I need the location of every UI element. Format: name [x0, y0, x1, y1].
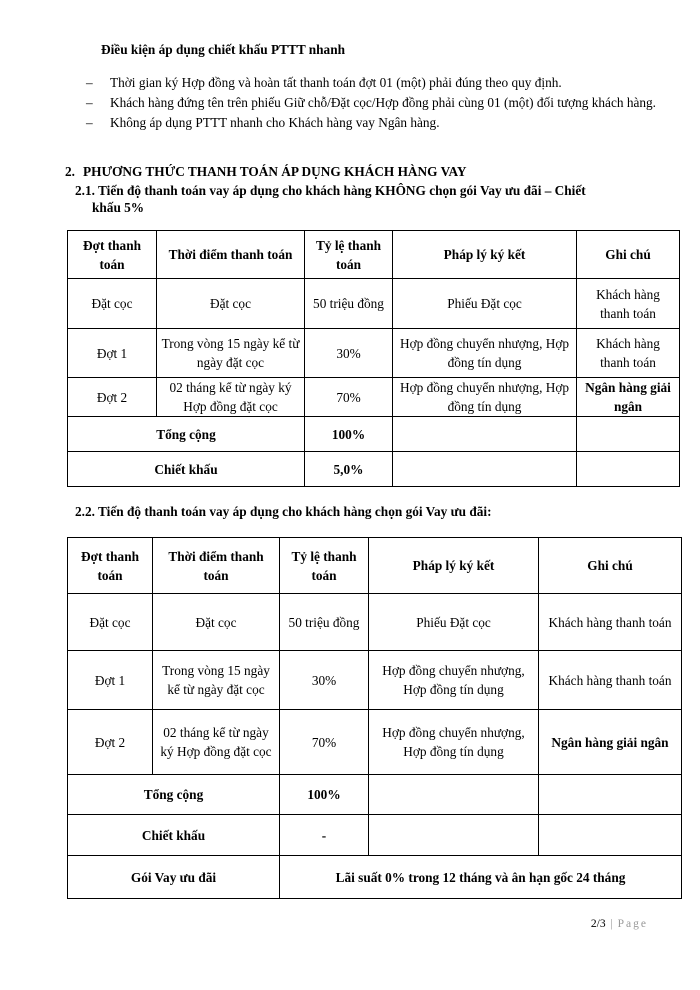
table-cell: Khách hàng thanh toán: [539, 651, 682, 710]
empty-cell: [577, 417, 680, 452]
table-cell: Ngân hàng giải ngân: [577, 378, 680, 417]
header-cell: Thời điểm thanh toán: [153, 538, 280, 594]
empty-cell: [393, 452, 577, 487]
table-row: [68, 594, 682, 651]
section-title: PHƯƠNG THỨC THANH TOÁN ÁP DỤNG KHÁCH HÀNG VAY: [83, 164, 467, 179]
table-header-row: [68, 231, 680, 279]
header-cell: Tỷ lệ thanh toán: [305, 231, 393, 279]
table-cell: Ngân hàng giải ngân: [539, 710, 682, 775]
table-cell: Đặt cọc: [68, 279, 157, 329]
dash-bullet: –: [86, 95, 93, 110]
discount-row: [68, 815, 682, 856]
table-cell: Đặt cọc: [157, 279, 305, 329]
table-cell: Trong vòng 15 ngày kể từ ngày đặt cọc: [153, 651, 280, 710]
table-cell: Hợp đồng chuyển nhượng, Hợp đồng tín dụng: [369, 651, 539, 710]
page-footer: [591, 916, 648, 932]
table-cell: 50 triệu đồng: [280, 594, 369, 651]
total-row: [68, 775, 682, 815]
conditions-list: [86, 73, 666, 133]
table-cell: Khách hàng thanh toán: [577, 329, 680, 378]
discount-row: [68, 452, 680, 487]
dash-bullet: –: [86, 75, 93, 90]
table-cell: Đợt 1: [68, 329, 157, 378]
header-cell: Đợt thanh toán: [68, 538, 153, 594]
table-cell: 50 triệu đồng: [305, 279, 393, 329]
package-value: Lãi suất 0% trong 12 tháng và ân hạn gốc 24 tháng: [280, 856, 682, 899]
section-heading: [65, 163, 466, 182]
discount-value: -: [280, 815, 369, 856]
dash-bullet: –: [86, 115, 93, 130]
footer-separator: |: [610, 918, 613, 930]
table-cell: Trong vòng 15 ngày kể từ ngày đặt cọc: [157, 329, 305, 378]
table-cell: Đợt 1: [68, 651, 153, 710]
total-label: Tổng cộng: [68, 775, 280, 815]
table-cell: 70%: [305, 378, 393, 417]
table-cell: 70%: [280, 710, 369, 775]
table-row: [68, 279, 680, 329]
total-label: Tổng cộng: [68, 417, 305, 452]
table-row: [68, 378, 680, 417]
table-cell: Khách hàng thanh toán: [577, 279, 680, 329]
table-cell: Đặt cọc: [153, 594, 280, 651]
header-cell: Pháp lý ký kết: [393, 231, 577, 279]
table-cell: Đợt 2: [68, 710, 153, 775]
table-cell: 02 tháng kể từ ngày ký Hợp đồng đặt cọc: [157, 378, 305, 417]
page-word: Page: [617, 918, 648, 930]
empty-cell: [539, 775, 682, 815]
table-cell: Hợp đồng chuyển nhượng, Hợp đồng tín dụng: [393, 329, 577, 378]
page-number: 2/3: [590, 918, 606, 930]
discount-label: Chiết khấu: [68, 815, 280, 856]
header-cell: Thời điểm thanh toán: [157, 231, 305, 279]
section-number: 2.: [65, 164, 75, 179]
table-cell: Phiếu Đặt cọc: [393, 279, 577, 329]
package-label: Gói Vay ưu đãi: [68, 856, 280, 899]
table-cell: Đợt 2: [68, 378, 157, 417]
table-cell: 30%: [280, 651, 369, 710]
empty-cell: [369, 775, 539, 815]
list-item: – Khách hàng đứng tên trên phiếu Giữ chỗ/Đặt cọc/Hợp đồng phải cùng 01 (một) đối tượng khách hàng.: [86, 95, 657, 110]
header-cell: Ghi chú: [577, 231, 680, 279]
list-item: – Thời gian ký Hợp đồng và hoàn tất thanh toán đợt 01 (một) phải đúng theo quy định.: [86, 75, 562, 90]
table-row: [68, 651, 682, 710]
table-cell: Khách hàng thanh toán: [539, 594, 682, 651]
payment-table-standard: [67, 230, 680, 487]
conditions-title: Điều kiện áp dụng chiết khấu PTTT nhanh: [101, 42, 345, 57]
header-cell: Tỷ lệ thanh toán: [280, 538, 369, 594]
table-cell: Đặt cọc: [68, 594, 153, 651]
empty-cell: [577, 452, 680, 487]
discount-value: 5,0%: [305, 452, 393, 487]
subsection-2-1-heading: 2.1. Tiến độ thanh toán vay áp dụng cho khách hàng KHÔNG chọn gói Vay ưu đãi – Chiết khấu 5%: [75, 183, 586, 215]
total-value: 100%: [305, 417, 393, 452]
package-row: [68, 856, 682, 899]
empty-cell: [393, 417, 577, 452]
list-item: – Không áp dụng PTTT nhanh cho Khách hàng vay Ngân hàng.: [86, 115, 440, 130]
table-cell: 30%: [305, 329, 393, 378]
table-cell: Hợp đồng chuyển nhượng, Hợp đồng tín dụng: [369, 710, 539, 775]
discount-label: Chiết khấu: [68, 452, 305, 487]
table-cell: Phiếu Đặt cọc: [369, 594, 539, 651]
table-cell: Hợp đồng chuyển nhượng, Hợp đồng tín dụng: [393, 378, 577, 417]
total-row: [68, 417, 680, 452]
header-cell: Ghi chú: [539, 538, 682, 594]
table-cell: 02 tháng kể từ ngày ký Hợp đồng đặt cọc: [153, 710, 280, 775]
payment-table-preferential: [67, 537, 682, 899]
header-cell: Đợt thanh toán: [68, 231, 157, 279]
empty-cell: [369, 815, 539, 856]
header-cell: Pháp lý ký kết: [369, 538, 539, 594]
table-row: [68, 710, 682, 775]
table-header-row: [68, 538, 682, 594]
table-row: [68, 329, 680, 378]
subsection-2-2-heading: 2.2. Tiến độ thanh toán vay áp dụng cho khách hàng chọn gói Vay ưu đãi:: [75, 504, 492, 519]
total-value: 100%: [280, 775, 369, 815]
empty-cell: [539, 815, 682, 856]
